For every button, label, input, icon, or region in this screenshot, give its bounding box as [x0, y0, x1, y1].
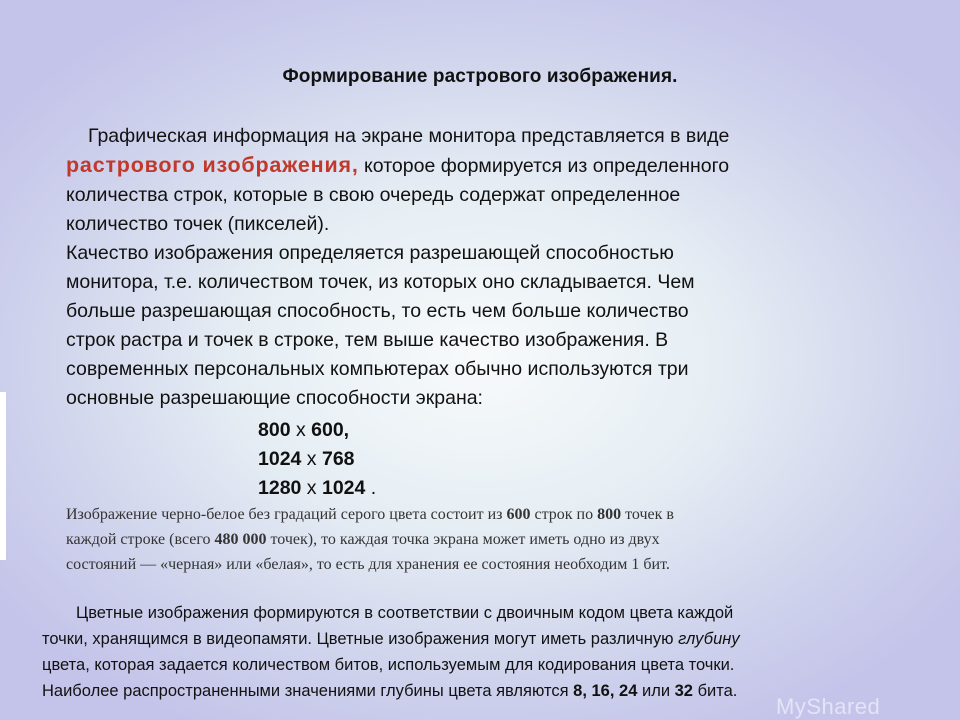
paragraph1-line2: растрового изображения, которое формируется из определенного	[66, 153, 730, 177]
bottom-line4: Наиболее распространенными значениями глубины цвета являются 8, 16, 24 или 32 бита.	[42, 682, 738, 700]
note-line2: каждой строке (всего 480 000 точек), то каждая точка экрана может иметь одно из двух	[66, 531, 660, 548]
bottom-line2: точки, хранящимся в видеопамяти. Цветные изображения могут иметь различную глубину	[42, 630, 740, 648]
resolution-item: 1024 х 768	[258, 448, 355, 470]
bottom-line1: Цветные изображения формируются в соответствии с двоичным кодом цвета каждой	[76, 604, 734, 622]
bottom-line3: цвета, которая задается количеством битов, используемым для кодирования цвета точки.	[42, 656, 735, 674]
note-line1: Изображение черно-белое без градаций серого цвета состоит из 600 строк по 800 точек в	[66, 506, 674, 523]
paragraph2-line: современных персональных компьютерах обычно используются три	[66, 358, 689, 380]
resolution-item: 800 х 600,	[258, 419, 350, 441]
watermark-logo: MyShared	[776, 694, 881, 719]
paragraph2-line: основные разрешающие способности экрана:	[66, 387, 483, 409]
paragraph2-line: больше разрешающая способность, то есть чем больше количество	[66, 300, 689, 322]
paragraph1-line4: количество точек (пикселей).	[66, 213, 330, 235]
note-line3: состояний — «черная» или «белая», то есть для хранения ее состояния необходим 1 бит.	[66, 556, 670, 573]
resolution-item: 1280 х 1024 .	[258, 477, 377, 499]
color-depth-text	[42, 600, 952, 704]
monochrome-note	[66, 502, 896, 577]
paragraph2-line: Качество изображения определяется разрешающей способностью	[66, 242, 674, 264]
raster-image-emphasis: растрового изображения,	[66, 153, 359, 177]
paragraph2-line: монитора, т.е. количеством точек, из которых оно складывается. Чем	[66, 271, 695, 293]
main-text	[66, 122, 886, 413]
paragraph1-line1: Графическая информация на экране монитора представляется в виде	[88, 125, 730, 147]
paragraph2-line: строк растра и точек в строке, тем выше качество изображения. В	[66, 329, 669, 351]
resolution-list	[258, 416, 376, 503]
left-edge-bar	[0, 392, 6, 560]
slide-title: Формирование растрового изображения.	[282, 66, 678, 87]
paragraph1-line3: количества строк, которые в свою очередь содержат определенное	[66, 184, 681, 206]
